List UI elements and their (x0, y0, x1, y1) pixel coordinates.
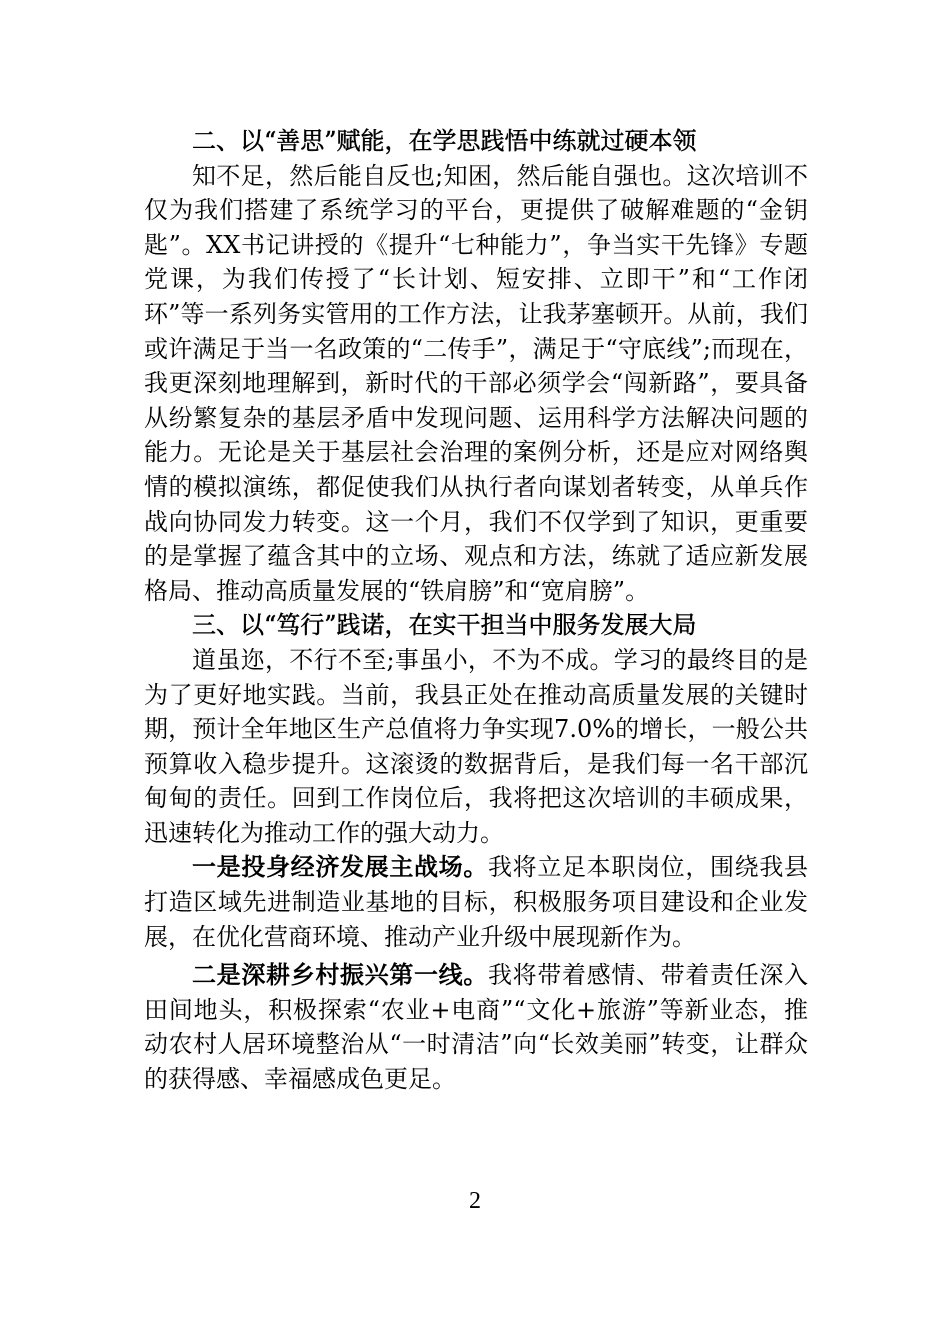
page-number: 2 (469, 1188, 481, 1214)
point-lead-2: 二是深耕乡村振兴第一线。 (192, 960, 488, 990)
document-body (144, 124, 808, 1097)
point-paragraph-1 (144, 850, 808, 954)
section-heading-3: 三、以“笃行”践诺，在实干担当中服务发展大局 (192, 611, 697, 640)
section-paragraph-3: 道虽迩，不行不至;事虽小，不为不成。学习的最终目的是为了更好地实践。当前，我县正处在推动高质量发展的关键时期，预计全年地区生产总值将力争实现7.0%的增长，一般公共预算收入稳步提升。这滚烫的数据背后，是我们每一名干部沉甸甸的责任。回到工作岗位后，我将把这次培训的丰硕成果，迅速转化为推动工作的强大动力。 (144, 645, 808, 847)
point-text-2: 我将带着感情、带着责任深入田间地头，积极探索“农业+电商”“文化+旅游”等新业态，推动农村人居环境整治从“一时清洁”向“长效美丽”转变，让群众的获得感、幸福感成色更足。 (144, 961, 808, 1094)
point-paragraph-2 (144, 958, 808, 1096)
point-text-1: 我将立足本职岗位，围绕我县打造区域先进制造业基地的目标，积极服务项目建设和企业发展，在优化营商环境、推动产业升级中展现新作为。 (144, 853, 808, 951)
section-paragraph-2: 知不足，然后能自反也;知困，然后能自强也。这次培训不仅为我们搭建了系统学习的平台，更提供了破解难题的“金钥匙”。XX书记讲授的《提升“七种能力”，争当实干先锋》专题党课，为我们传授了“长计划、短安排、立即干”和“工作闭环”等一系列务实管用的工作方法，让我茅塞顿开。从前，我们或许满足于当一名政策的“二传手”，满足于“守底线”;而现在，我更深刻地理解到，新时代的干部必须学会“闯新路”，要具备从纷繁复杂的基层矛盾中发现问题、运用科学方法解决问题的能力。无论是关于基层社会治理的案例分析，还是应对网络舆情的模拟演练，都促使我们从执行者向谋划者转变，从单兵作战向协同发力转变。这一个月，我们不仅学到了知识，更重要的是掌握了蕴含其中的立场、观点和方法，练就了适应新发展格局、推动高质量发展的“铁肩膀”和“宽肩膀”。 (144, 161, 808, 605)
point-lead-1: 一是投身经济发展主战场。 (192, 852, 488, 882)
section-heading-2: 二、以“善思”赋能，在学思践悟中练就过硬本领 (192, 127, 697, 155)
